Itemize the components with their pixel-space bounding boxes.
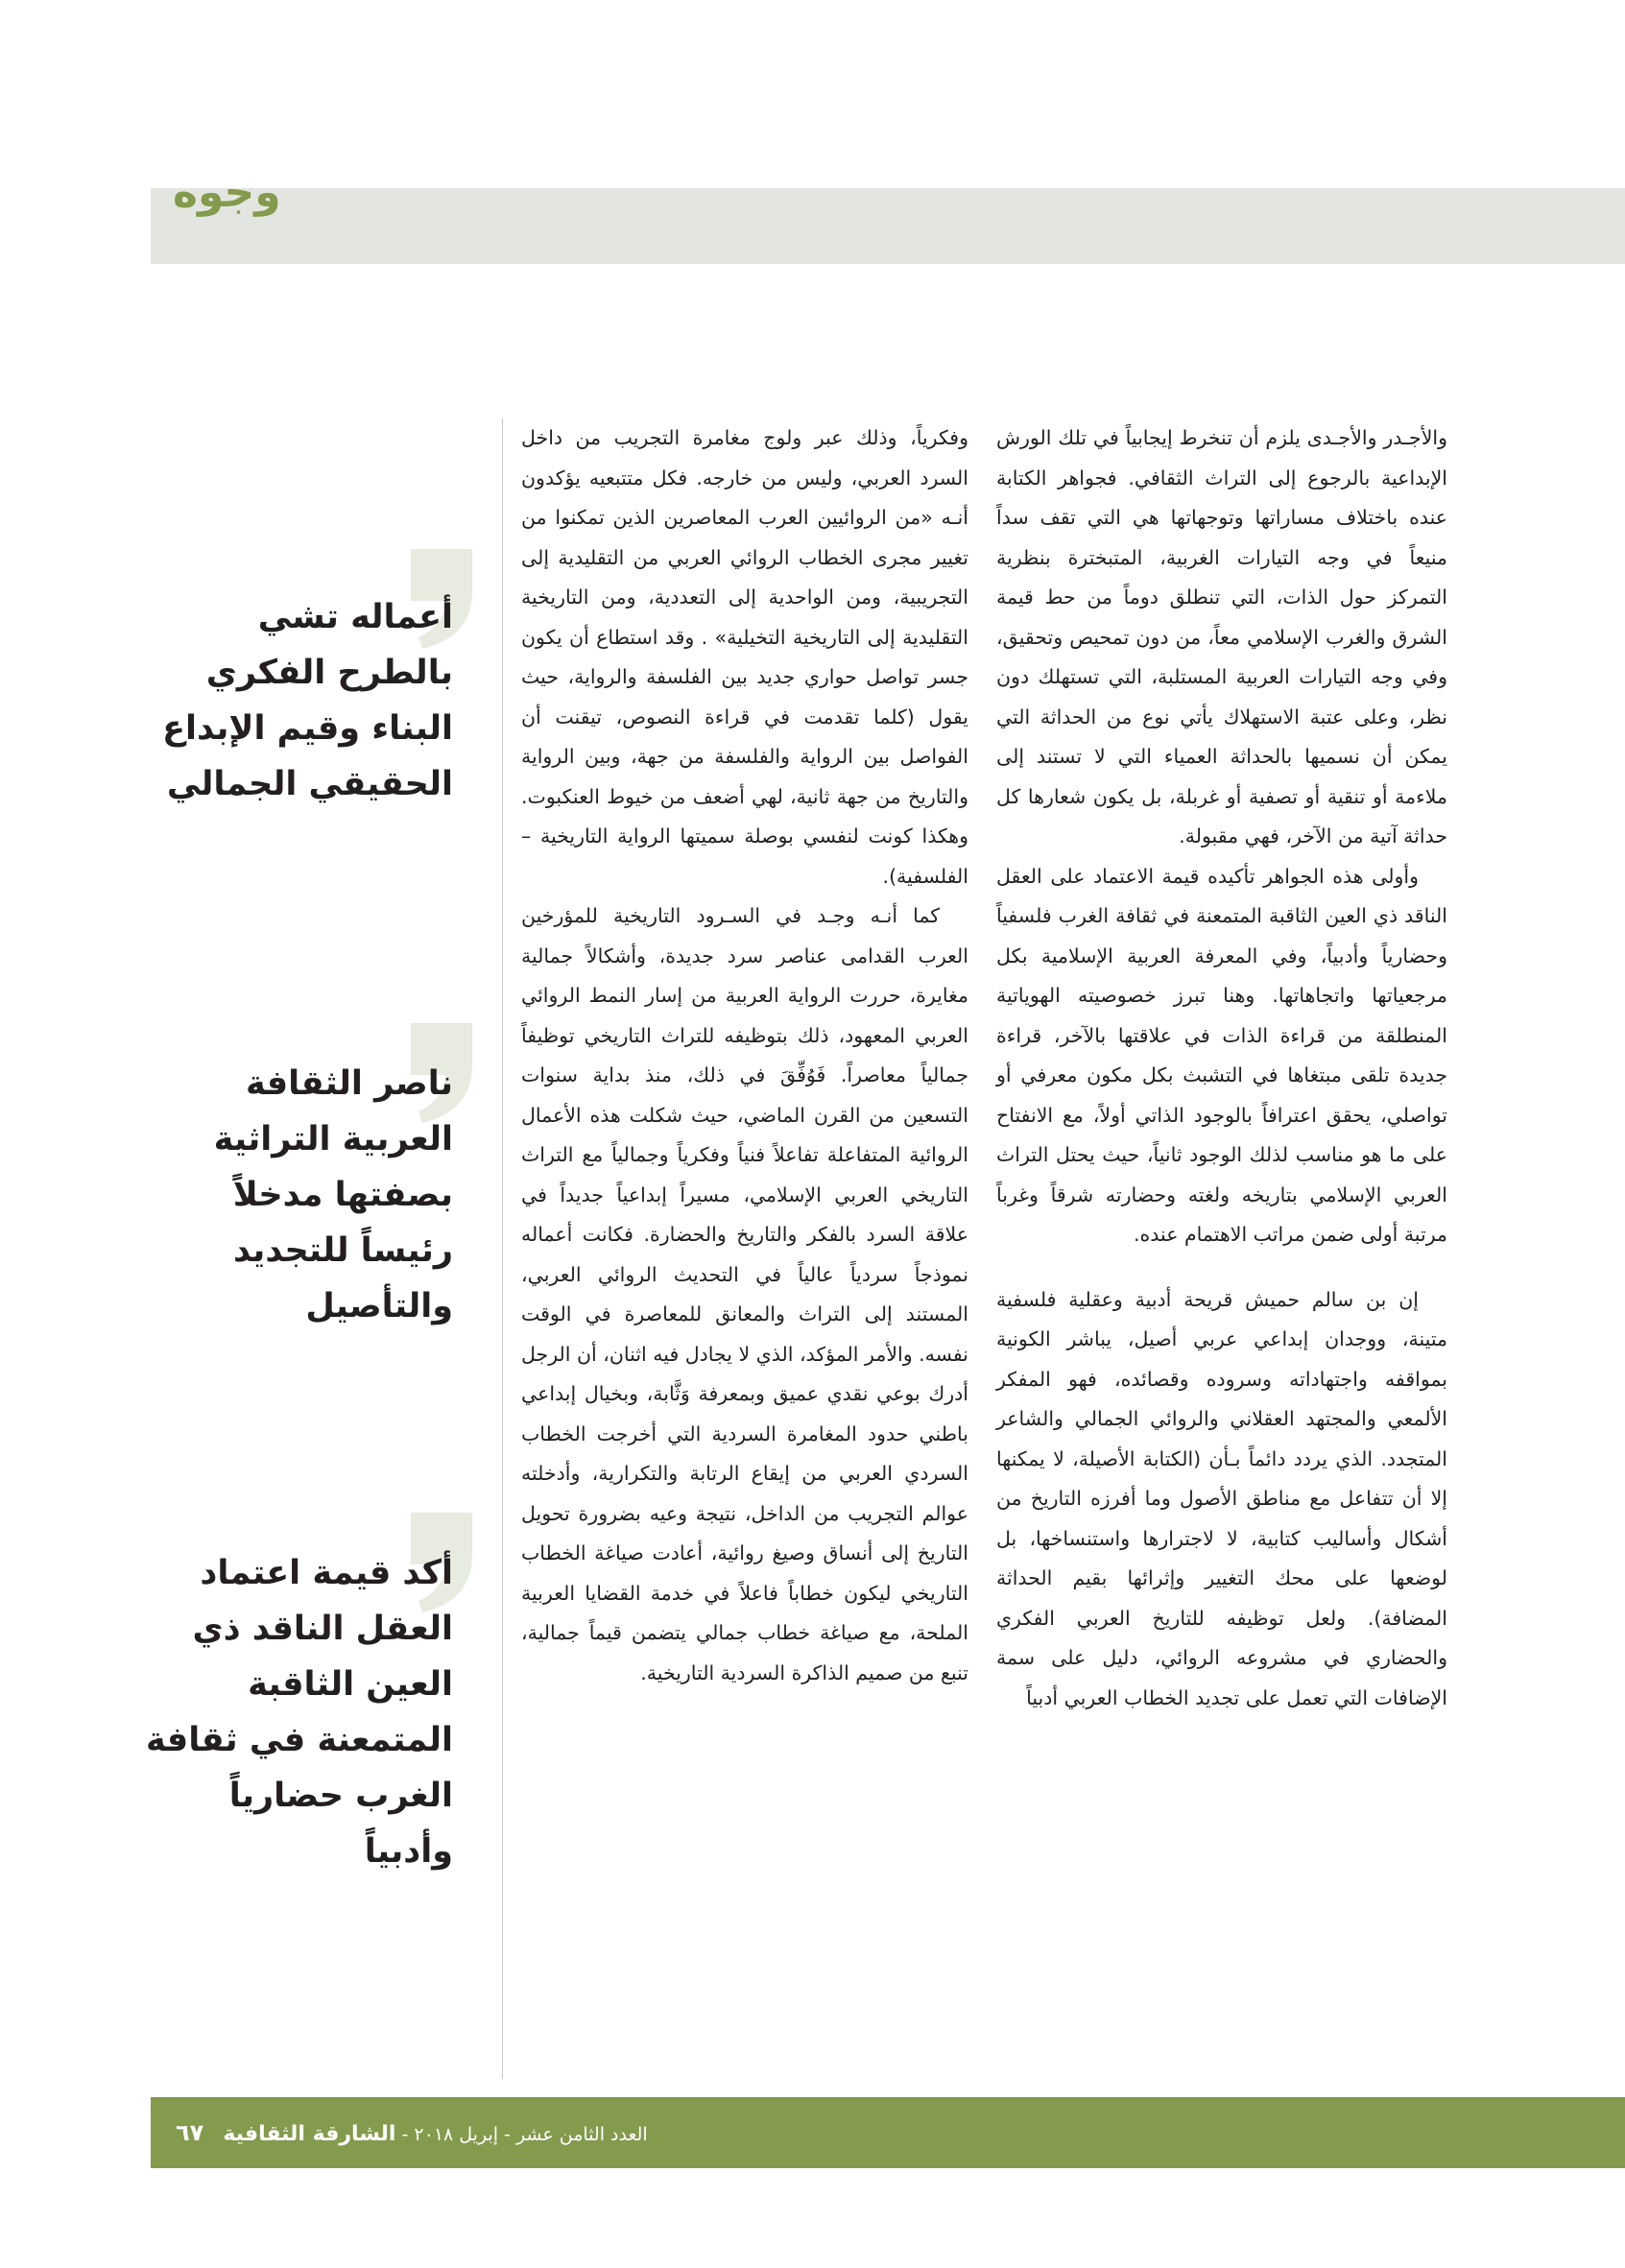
pull-quote: أكد قيمة اعتماد العقل الناقد ذي العين الثاقبة المتمعنة في ثقافة الغرب حضارياً وأدبياً bbox=[146, 1554, 453, 1871]
paragraph: وأولى هذه الجواهر تأكيده قيمة الاعتماد على العقل الناقد ذي العين الثاقبة المتمعنة في ثقافة الغرب فلسفياً وحضارياً وأدبياً، وفي المعرفة العربية الإسلامية بكل مرجعياتها واتجاهاتها. وهنا تبرز خصوصيته الهوياتية المنطلقة من قراءة الذات في علاقتها بالآخر، قراءة جديدة تلقى مبتغاها في التشبث بكل مكون معرفي أو تواصلي، يحقق اعترافاً بالوجود الذاتي أولاً، مع الانفتاح على ما هو مناسب لذلك الوجود ثانياً، حيث يحتل التراث العربي الإسلامي بتاريخه ولغته وحضارته شرقاً وغرباً مرتبة أولى ضمن مراتب الاهتمام عنده. bbox=[996, 864, 1447, 1246]
article-column-middle bbox=[521, 418, 968, 1693]
paragraph: وفكرياً، وذلك عبر ولوج مغامرة التجريب من داخل السرد العربي، وليس من خارجه. فكل متتبعيه يؤكدون أنـه «من الروائيين العرب المعاصرين الذين تمكنوا من تغيير مجرى الخطاب الروائي العربي من التقليدية إلى التجريبية، ومن الواحدية إلى التعددية، ومن التاريخية التقليدية إلى التاريخية التخيلية» . وقد استطاع أن يكون جسر تواصل حواري جديد بين الفلسفة والرواية، حيث يقول (كلما تقدمت في قراءة النصوص، تيقنت أن الفواصل بين الرواية والفلسفة من جهة، وبين الرواية والتاريخ من جهة ثانية، لهي أضعف من خيوط العنكبوت. وهكذا كونت لنفسي بوصلة سميتها الرواية التاريخية – الفلسفية). bbox=[521, 426, 968, 888]
header-band bbox=[151, 188, 1625, 264]
paragraph: كما أنـه وجـد في السـرود التاريخية للمؤرخين العرب القدامى عناصر سرد جديدة، وأشكالاً جمالية مغايرة، حررت الرواية العربية من إسار النمط الروائي العربي المعهود، ذلك بتوظيفه للتراث التاريخي توظيفاً جمالياً معاصراً. فَوُفِّقَ في ذلك، منذ بداية سنوات التسعين من القرن الماضي، حيث شكلت هذه الأعمال الروائية المتفاعلة تفاعلاً فنياً وفكرياً وجمالياً مع التراث التاريخي العربي الإسلامي، مسيراً إبداعياً جديداً في علاقة السرد بالفكر والتاريخ والحضارة. فكانت أعماله نموذجاً سردياً عالياً في التحديث الروائي العربي، المستند إلى التراث والمعانق للمعاصرة في الوقت نفسه. والأمر المؤكد، الذي لا يجادل فيه اثنان، أن الرجل أدرك بوعي نقدي عميق وبمعرفة وَثَّابة، وبخيال إبداعي باطني حدود المغامرة السردية التي أخرجت الخطاب السردي العربي من إيقاع الرتابة والتكرارية، وأدخلته عوالم التجريب من الداخل، نتيجة وعيه بضرورة تحويل التاريخ إلى أنساق وصيغ روائية، أعادت صياغة الخطاب التاريخي ليكون خطاباً فاعلاً في خدمة القضايا العربية الملحة، مع صياغة خطاب جمالي يتضمن قيماً جمالية، تنبع من صميم الذاكرة السردية التاريخية. bbox=[521, 904, 968, 1684]
pull-quote: أعماله تشي بالطرح الفكري البناء وقيم الإبداع الحقيقي الجمالي bbox=[162, 598, 453, 803]
article-column-right bbox=[996, 418, 1447, 1718]
footer-text bbox=[151, 2097, 648, 2168]
issue-info: العدد الثامن عشر - إبريل ٢٠١٨ - bbox=[401, 2124, 648, 2145]
paragraph: والأجـدر والأجـدى يلزم أن تنخرط إيجابياً في تلك الورش الإبداعية بالرجوع إلى التراث الثقافي. فجواهر الكتابة عنده باختلاف مساراتها وتوجهاتها هي التي تقف سداً منيعاً في وجه التيارات الغربية، المتبخترة بنظرية التمركز حول الذات، التي تنطلق دوماً من حط قيمة الشرق والغرب الإسلامي معاً، من دون تمحيص وتحقيق، وفي وجه التيارات العربية المستلبة، التي تستهلك دون نظر، وعلى عتبة الاستهلاك يأتي نوع من الحداثة التي يمكن أن نسميها بالحداثة العمياء التي لا تستند إلى ملاءمة أو تنقية أو تصفية أو غربلة، بل يكون شعارها كل حداثة آتية من الآخر، فهي مقبولة. bbox=[996, 426, 1447, 848]
footer-band bbox=[151, 2097, 1625, 2168]
paragraph: إن بن سالم حميش قريحة أدبية وعقلية فلسفية متينة، ووجدان إبداعي عربي أصيل، يباشر الكونية بمواقفه واجتهاداته وسروده وقصائده، فهو المفكر الألمعي والمجتهد العقلاني والروائي الجمالي والشاعر المتجدد. الذي يردد دائماً بـأن (الكتابة الأصيلة، لا يمكنها إلا أن تتفاعل مع مناطق الأصول وما أفرزه التاريخ من أشكال وأساليب كتابية، لا لاجترارها واستنساخها، بل لوضعها على محك التغيير وإثرائها بقيم الحداثة المضافة). ولعل توظيفه للتاريخ العربي الفكري والحضاري في مشروعه الروائي، دليل على سمة الإضافات التي تعمل على تجديد الخطاب العربي أدبياً bbox=[996, 1287, 1447, 1709]
pull-quote: ناصر الثقافة العربية التراثية بصفتها مدخلاً رئيساً للتجديد والتأصيل bbox=[213, 1064, 453, 1325]
page-number: ٦٧ bbox=[176, 2119, 204, 2146]
column-divider bbox=[502, 418, 503, 2079]
section-title: وجوه bbox=[173, 168, 281, 217]
magazine-name: الشارقة الثقافية bbox=[223, 2122, 396, 2146]
